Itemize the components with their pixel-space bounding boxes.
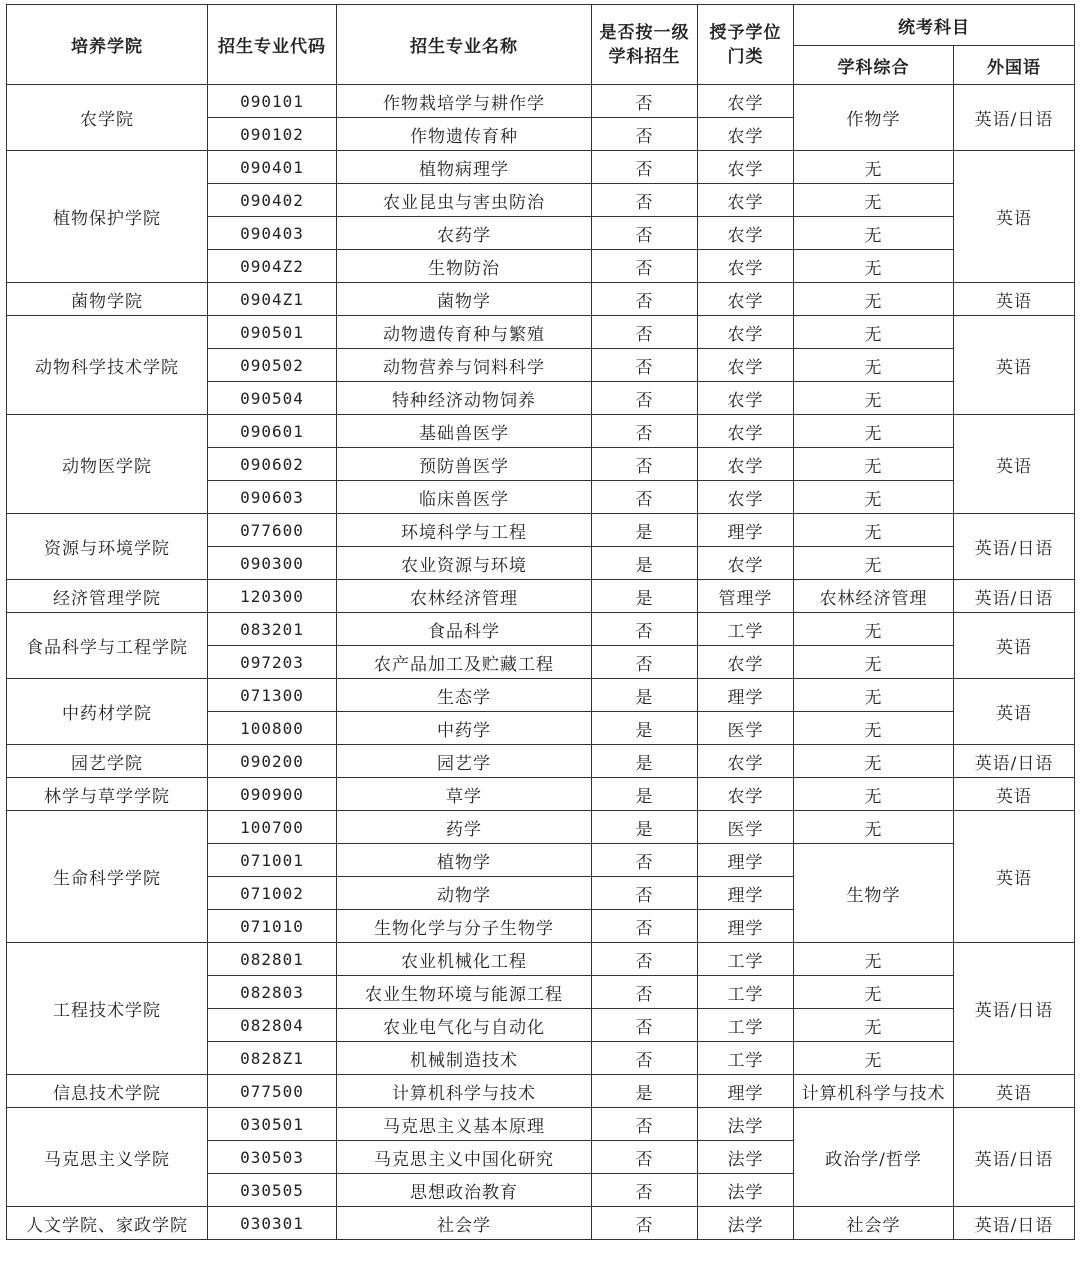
major-code-cell: 0828Z1 [208,1042,337,1075]
table-row [7,1108,1075,1141]
major-code-cell: 0904Z2 [208,250,337,283]
header-name: 招生专业名称 [337,5,592,85]
major-name-cell: 马克思主义基本原理 [337,1108,592,1141]
degree-cell: 工学 [698,1009,794,1042]
major-code-cell: 090502 [208,349,337,382]
major-name-cell: 作物栽培学与耕作学 [337,85,592,118]
major-code-cell: 090504 [208,382,337,415]
major-name-cell: 菌物学 [337,283,592,316]
foreign-language-cell: 英语 [954,1075,1075,1108]
degree-cell: 农学 [698,250,794,283]
subject-exam-cell: 无 [794,778,954,811]
subject-exam-cell: 无 [794,382,954,415]
foreign-language-cell: 英语/日语 [954,1108,1075,1207]
major-name-cell: 生态学 [337,679,592,712]
major-name-cell: 植物病理学 [337,151,592,184]
major-name-cell: 思想政治教育 [337,1174,592,1207]
foreign-language-cell: 英语/日语 [954,745,1075,778]
foreign-language-cell: 英语/日语 [954,1207,1075,1240]
major-code-cell: 082801 [208,943,337,976]
degree-cell: 农学 [698,151,794,184]
first-level-cell: 是 [592,514,698,547]
major-name-cell: 植物学 [337,844,592,877]
first-level-cell: 否 [592,1042,698,1075]
college-cell: 植物保护学院 [7,151,208,283]
major-name-cell: 生物防治 [337,250,592,283]
first-level-cell: 否 [592,415,698,448]
subject-exam-cell: 无 [794,151,954,184]
college-cell: 生命科学学院 [7,811,208,943]
degree-cell: 工学 [698,1042,794,1075]
subject-exam-cell: 无 [794,943,954,976]
major-code-cell: 090603 [208,481,337,514]
table-row [7,613,1075,646]
foreign-language-cell: 英语 [954,778,1075,811]
degree-cell: 农学 [698,85,794,118]
major-name-cell: 中药学 [337,712,592,745]
major-code-cell: 097203 [208,646,337,679]
major-name-cell: 作物遗传育种 [337,118,592,151]
foreign-language-cell: 英语 [954,613,1075,679]
major-code-cell: 0904Z1 [208,283,337,316]
foreign-language-cell: 英语 [954,811,1075,943]
first-level-cell: 否 [592,877,698,910]
first-level-cell: 否 [592,250,698,283]
first-level-cell: 否 [592,151,698,184]
first-level-cell: 否 [592,943,698,976]
major-code-cell: 082803 [208,976,337,1009]
degree-cell: 农学 [698,349,794,382]
major-name-cell: 园艺学 [337,745,592,778]
first-level-cell: 是 [592,778,698,811]
major-name-cell: 药学 [337,811,592,844]
first-level-cell: 否 [592,1009,698,1042]
header-subject: 学科综合 [794,46,954,85]
subject-exam-cell: 无 [794,712,954,745]
major-code-cell: 083201 [208,613,337,646]
major-name-cell: 马克思主义中国化研究 [337,1141,592,1174]
degree-cell: 理学 [698,844,794,877]
subject-exam-cell: 无 [794,811,954,844]
degree-cell: 农学 [698,316,794,349]
major-name-cell: 生物化学与分子生物学 [337,910,592,943]
degree-cell: 理学 [698,910,794,943]
degree-cell: 农学 [698,646,794,679]
table-row [7,85,1075,118]
first-level-cell: 是 [592,679,698,712]
major-name-cell: 农业机械化工程 [337,943,592,976]
major-name-cell: 基础兽医学 [337,415,592,448]
header-degree: 授予学位门类 [698,5,794,85]
major-code-cell: 090501 [208,316,337,349]
first-level-cell: 否 [592,613,698,646]
table-body [7,85,1075,1240]
table-row [7,679,1075,712]
degree-cell: 工学 [698,943,794,976]
table-row [7,778,1075,811]
degree-cell: 农学 [698,481,794,514]
college-cell: 人文学院、家政学院 [7,1207,208,1240]
first-level-cell: 否 [592,316,698,349]
subject-exam-cell: 无 [794,250,954,283]
header-college: 培养学院 [7,5,208,85]
major-code-cell: 030501 [208,1108,337,1141]
first-level-cell: 否 [592,844,698,877]
major-name-cell: 特种经济动物饲养 [337,382,592,415]
subject-exam-cell: 无 [794,415,954,448]
table-row [7,745,1075,778]
first-level-cell: 是 [592,1075,698,1108]
major-code-cell: 030505 [208,1174,337,1207]
college-cell: 资源与环境学院 [7,514,208,580]
first-level-cell: 否 [592,349,698,382]
first-level-cell: 否 [592,1141,698,1174]
subject-exam-cell: 无 [794,646,954,679]
college-cell: 农学院 [7,85,208,151]
major-code-cell: 082804 [208,1009,337,1042]
first-level-cell: 否 [592,217,698,250]
degree-cell: 医学 [698,811,794,844]
foreign-language-cell: 英语 [954,151,1075,283]
foreign-language-cell: 英语 [954,316,1075,415]
major-code-cell: 090401 [208,151,337,184]
first-level-cell: 是 [592,811,698,844]
college-cell: 食品科学与工程学院 [7,613,208,679]
college-cell: 园艺学院 [7,745,208,778]
admissions-table [6,4,1075,1240]
subject-exam-cell: 无 [794,283,954,316]
degree-cell: 理学 [698,679,794,712]
table-row [7,514,1075,547]
degree-cell: 农学 [698,283,794,316]
foreign-language-cell: 英语/日语 [954,514,1075,580]
major-code-cell: 090402 [208,184,337,217]
major-code-cell: 071001 [208,844,337,877]
degree-cell: 法学 [698,1207,794,1240]
major-name-cell: 农业生物环境与能源工程 [337,976,592,1009]
foreign-language-cell: 英语 [954,415,1075,514]
header-exam: 统考科目 [794,5,1075,46]
major-name-cell: 农产品加工及贮藏工程 [337,646,592,679]
college-cell: 动物医学院 [7,415,208,514]
subject-exam-cell: 计算机科学与技术 [794,1075,954,1108]
major-name-cell: 农业昆虫与害虫防治 [337,184,592,217]
major-name-cell: 环境科学与工程 [337,514,592,547]
subject-exam-cell: 无 [794,217,954,250]
major-code-cell: 077500 [208,1075,337,1108]
subject-exam-cell: 无 [794,481,954,514]
subject-exam-cell: 无 [794,745,954,778]
first-level-cell: 否 [592,1174,698,1207]
first-level-cell: 否 [592,1108,698,1141]
degree-cell: 法学 [698,1141,794,1174]
foreign-language-cell: 英语 [954,283,1075,316]
degree-cell: 农学 [698,448,794,481]
major-code-cell: 071300 [208,679,337,712]
table-row [7,943,1075,976]
degree-cell: 理学 [698,877,794,910]
first-level-cell: 是 [592,580,698,613]
table-row [7,283,1075,316]
foreign-language-cell: 英语/日语 [954,85,1075,151]
degree-cell: 农学 [698,415,794,448]
first-level-cell: 是 [592,547,698,580]
major-code-cell: 071002 [208,877,337,910]
subject-exam-cell: 无 [794,349,954,382]
subject-exam-cell: 政治学/哲学 [794,1108,954,1207]
degree-cell: 法学 [698,1174,794,1207]
major-name-cell: 草学 [337,778,592,811]
header-first-level: 是否按一级学科招生 [592,5,698,85]
table-row [7,811,1075,844]
foreign-language-cell: 英语 [954,679,1075,745]
major-name-cell: 农业电气化与自动化 [337,1009,592,1042]
table-row [7,580,1075,613]
table-row [7,1207,1075,1240]
first-level-cell: 否 [592,184,698,217]
subject-exam-cell: 无 [794,184,954,217]
major-code-cell: 090900 [208,778,337,811]
degree-cell: 农学 [698,382,794,415]
first-level-cell: 否 [592,448,698,481]
major-name-cell: 社会学 [337,1207,592,1240]
subject-exam-cell: 农林经济管理 [794,580,954,613]
major-code-cell: 100700 [208,811,337,844]
major-code-cell: 090601 [208,415,337,448]
first-level-cell: 是 [592,712,698,745]
major-code-cell: 090200 [208,745,337,778]
major-name-cell: 动物遗传育种与繁殖 [337,316,592,349]
college-cell: 菌物学院 [7,283,208,316]
major-name-cell: 计算机科学与技术 [337,1075,592,1108]
major-name-cell: 动物学 [337,877,592,910]
first-level-cell: 否 [592,481,698,514]
major-code-cell: 100800 [208,712,337,745]
college-cell: 工程技术学院 [7,943,208,1075]
major-code-cell: 077600 [208,514,337,547]
college-cell: 信息技术学院 [7,1075,208,1108]
subject-exam-cell: 无 [794,1009,954,1042]
major-name-cell: 动物营养与饲料科学 [337,349,592,382]
major-name-cell: 农林经济管理 [337,580,592,613]
major-code-cell: 090403 [208,217,337,250]
subject-exam-cell: 无 [794,976,954,1009]
major-name-cell: 农药学 [337,217,592,250]
first-level-cell: 是 [592,745,698,778]
degree-cell: 法学 [698,1108,794,1141]
degree-cell: 农学 [698,217,794,250]
major-code-cell: 090602 [208,448,337,481]
first-level-cell: 否 [592,382,698,415]
first-level-cell: 否 [592,283,698,316]
college-cell: 林学与草学学院 [7,778,208,811]
table-row [7,415,1075,448]
major-code-cell: 030301 [208,1207,337,1240]
foreign-language-cell: 英语/日语 [954,943,1075,1075]
subject-exam-cell: 无 [794,316,954,349]
major-name-cell: 临床兽医学 [337,481,592,514]
first-level-cell: 否 [592,910,698,943]
subject-exam-cell: 作物学 [794,85,954,151]
major-code-cell: 090102 [208,118,337,151]
major-code-cell: 030503 [208,1141,337,1174]
major-name-cell: 预防兽医学 [337,448,592,481]
college-cell: 中药材学院 [7,679,208,745]
table-row [7,151,1075,184]
first-level-cell: 否 [592,646,698,679]
degree-cell: 农学 [698,184,794,217]
subject-exam-cell: 生物学 [794,844,954,943]
subject-exam-cell: 无 [794,514,954,547]
major-code-cell: 071010 [208,910,337,943]
header-code: 招生专业代码 [208,5,337,85]
degree-cell: 工学 [698,976,794,1009]
major-name-cell: 食品科学 [337,613,592,646]
subject-exam-cell: 社会学 [794,1207,954,1240]
header-foreign: 外国语 [954,46,1075,85]
degree-cell: 农学 [698,118,794,151]
first-level-cell: 否 [592,976,698,1009]
table-row [7,316,1075,349]
major-code-cell: 090300 [208,547,337,580]
major-name-cell: 机械制造技术 [337,1042,592,1075]
major-code-cell: 120300 [208,580,337,613]
subject-exam-cell: 无 [794,1042,954,1075]
first-level-cell: 否 [592,118,698,151]
subject-exam-cell: 无 [794,679,954,712]
college-cell: 经济管理学院 [7,580,208,613]
degree-cell: 管理学 [698,580,794,613]
degree-cell: 理学 [698,514,794,547]
college-cell: 马克思主义学院 [7,1108,208,1207]
degree-cell: 农学 [698,778,794,811]
major-code-cell: 090101 [208,85,337,118]
college-cell: 动物科学技术学院 [7,316,208,415]
first-level-cell: 否 [592,1207,698,1240]
foreign-language-cell: 英语/日语 [954,580,1075,613]
degree-cell: 农学 [698,745,794,778]
table-row [7,1075,1075,1108]
degree-cell: 医学 [698,712,794,745]
subject-exam-cell: 无 [794,613,954,646]
major-name-cell: 农业资源与环境 [337,547,592,580]
subject-exam-cell: 无 [794,448,954,481]
degree-cell: 理学 [698,1075,794,1108]
degree-cell: 农学 [698,547,794,580]
first-level-cell: 否 [592,85,698,118]
subject-exam-cell: 无 [794,547,954,580]
degree-cell: 工学 [698,613,794,646]
